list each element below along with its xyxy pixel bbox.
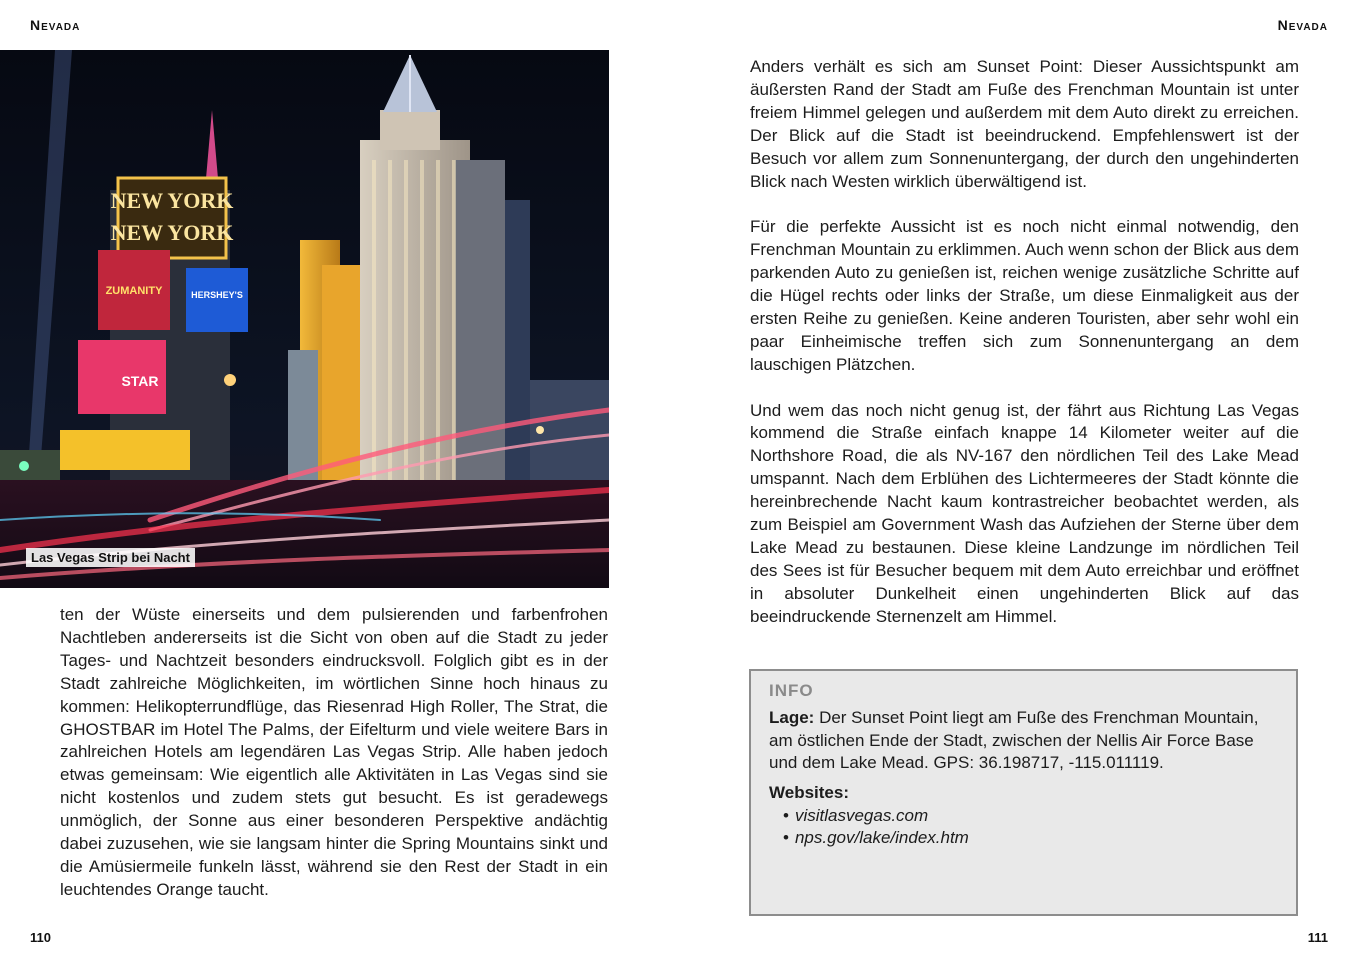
right-text-column	[750, 56, 1299, 629]
websites-list	[769, 805, 1278, 850]
billboard-left-text: ZUMANITY	[105, 285, 163, 297]
right-paragraph-2: Für die perfekte Aussicht ist es noch nicht einmal notwendig, den Frenchman Mountain zu erklimmen. Auch wenn schon der Blick aus dem parkenden Auto zu genießen ist, reichen wenige zusätzliche Schritte auf die Hügel rechts oder links der Straße, um diese Einmaligkeit aus der ersten Reihe zu genießen. Keine anderen Touristen, aber sehr wohl ein paar Einheimische treffen sich zum Sonnenuntergang an dem lauschigen Plätzchen.	[750, 217, 1299, 374]
running-head-right: Nevada	[1277, 17, 1328, 33]
billboard-low-text: STAR	[121, 373, 159, 389]
website-link[interactable]: • visitlasvegas.com	[783, 805, 1278, 828]
left-text-column	[60, 604, 608, 902]
sign-text-top: NEW YORK	[110, 188, 234, 213]
page-number-left: 110	[30, 930, 51, 945]
photo-illustration	[0, 50, 609, 588]
las-vegas-photo	[0, 50, 609, 588]
info-title: INFO	[769, 681, 814, 700]
sign-text-bottom: NEW YORK	[110, 220, 234, 245]
info-location-label: Lage:	[769, 708, 815, 727]
left-paragraph: ten der Wüste einerseits und dem pulsierenden und farbenfrohen Nachtleben andererseits ist die Sicht von oben auf die Stadt zu jeder Tages- und Nachtzeit besonders eindrucksvoll. Folglich gibt es in der Stadt zahlreiche Möglichkeiten, im wörtlichen Sinne hoch hinaus zu kommen: Helikopterrundflüge, das Riesenrad High Roller, The Strat, die GHOSTBAR im Hotel The Palms, der Eifelturm und viele weitere Bars in zahlreichen Hotels am legendären Las Vegas Strip. Alle haben jedoch etwas gemeinsam: Wie eigentlich alle Aktivitäten in Las Vegas sind sie nicht kostenlos und zudem stets gut besucht. Es ist geradewegs unmöglich, der Sonne aus einer besonderen Perspektive andächtig dabei zuzusehen, wie sie langsam hinter die Spring Mountains sinkt und die Amüsiermeile funkeln lässt, während sie den Rest der Stadt in ein leuchtendes Orange taucht.	[60, 605, 608, 899]
info-location	[769, 707, 1278, 775]
info-location-text: Der Sunset Point liegt am Fuße des Frenchman Mountain, am östlichen Ende der Stadt, zwischen der Nellis Air Force Base und dem Lake Mead. GPS: 36.198717, -115.011119.	[769, 708, 1259, 772]
right-paragraph-1: Anders verhält es sich am Sunset Point: Dieser Aussichtspunkt am äußersten Rand der Stadt am Fuße des Frenchman Mountain ist unter freiem Himmel gelegen und außerdem mit dem Auto direkt zu erreichen. Der Blick auf die Stadt ist beeindruckend. Empfehlenswert ist der Besuch vor allem zum Sonnenuntergang, der durch den ungehinderten Blick nach Westen wirklich überwältigend ist.	[750, 57, 1299, 191]
info-websites-label: Websites:	[769, 782, 849, 802]
photo-caption: Las Vegas Strip bei Nacht	[26, 548, 195, 567]
page-number-right: 111	[1307, 930, 1328, 945]
website-link[interactable]: • nps.gov/lake/index.htm	[783, 827, 1278, 850]
info-box	[749, 669, 1298, 916]
right-paragraph-3: Und wem das noch nicht genug ist, der fährt aus Richtung Las Vegas kommend die Straße einfach knappe 14 Kilometer weiter auf die Northshore Road, die als NV-167 den nördlichen Teil des Lake Mead umspannt. Nach dem Erblühen des Lichtermeeres der Stadt könnte die hereinbrechende Nacht kaum kontrastreicher beobachtet werden, als zum Beispiel am Government Wash das Aufziehen der Sterne über dem Lake Mead zu bestaunen. Diese kleine Landzunge im nördlichen Teil des Sees ist für Besucher bequem mit dem Auto erreichbar und eröffnet in absoluter Dunkelheit einen ungehinderten Blick auf das beeindruckende Sternenzelt am Himmel.	[750, 400, 1299, 626]
billboard-right-text: HERSHEY'S	[191, 290, 243, 300]
running-head-left: Nevada	[30, 17, 81, 33]
